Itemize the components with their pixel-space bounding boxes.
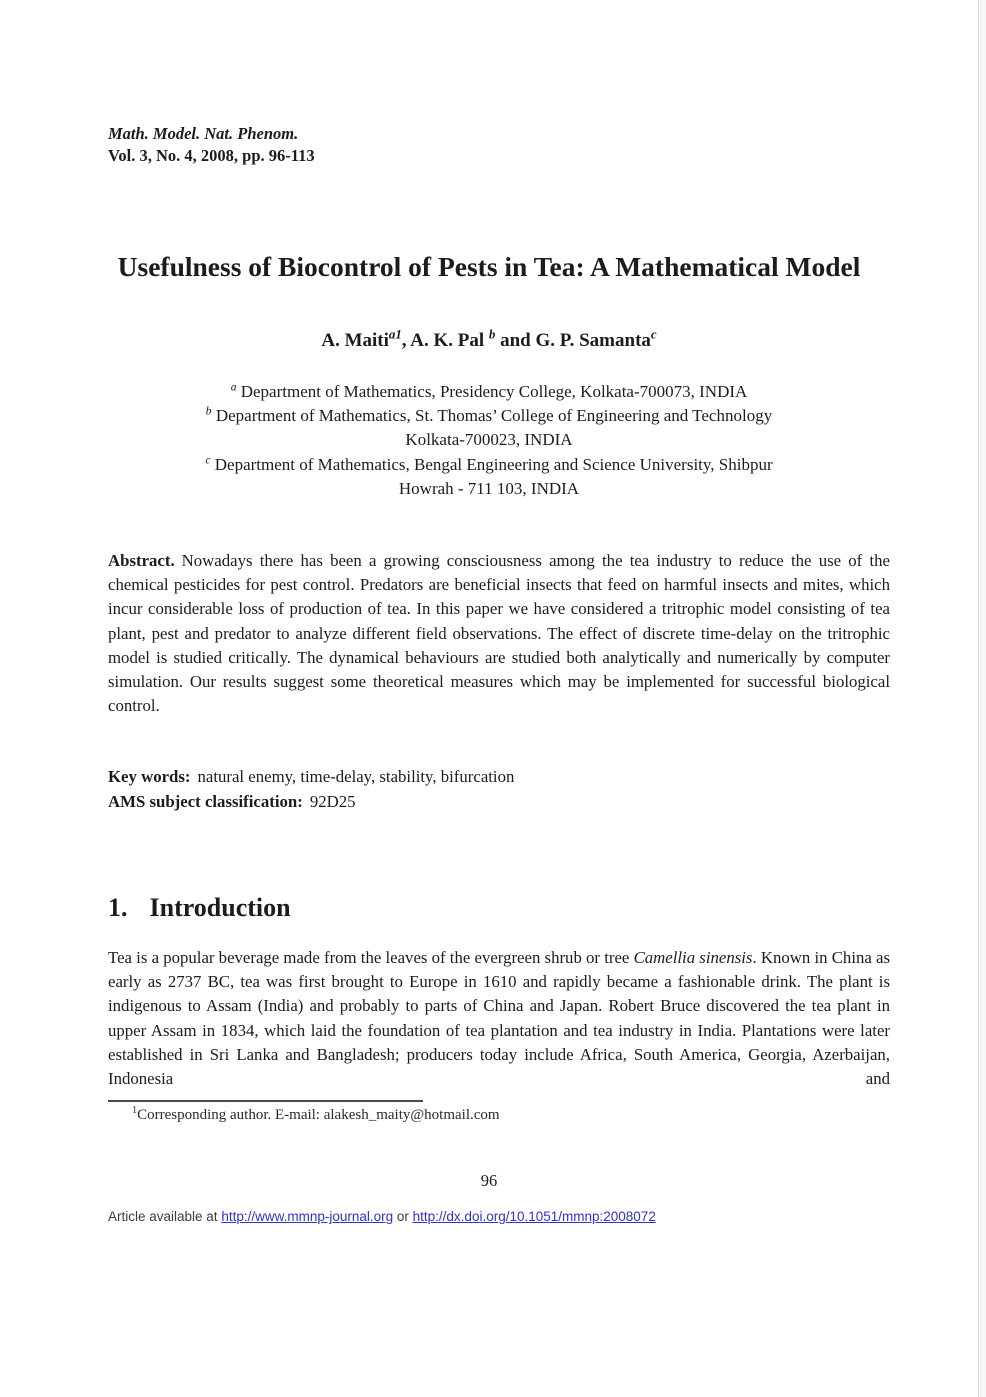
affiliation-line — [0, 380, 978, 404]
ams-line — [108, 789, 890, 814]
keywords-text: natural enemy, time-delay, stability, bifurcation — [197, 767, 515, 786]
author-name: A. Maiti — [321, 330, 389, 351]
section-number: 1. — [108, 893, 128, 922]
doi-link[interactable]: http://dx.doi.org/10.1051/mmnp:2008072 — [412, 1209, 656, 1224]
corresponding-author-footnote — [108, 1107, 828, 1124]
affiliation-line — [0, 453, 978, 477]
authors-line — [0, 326, 978, 352]
species-name-italic: Camellia sinensis — [633, 948, 753, 967]
mmnp-journal-link[interactable]: http://www.mmnp-journal.org — [221, 1209, 394, 1224]
keywords-line — [108, 764, 890, 789]
author-affiliation-superscript: b — [488, 326, 496, 342]
abstract-label: Abstract. — [108, 551, 175, 570]
author-name: , A. K. Pal — [401, 330, 489, 351]
footer-prefix-text: Article available at — [108, 1209, 222, 1224]
page-right-edge — [978, 0, 986, 1397]
affiliation-superscript: a — [230, 380, 237, 394]
affiliation-superscript: b — [205, 404, 212, 418]
affiliation-text: Kolkata-700023, INDIA — [405, 430, 573, 450]
intro-text: Tea is a popular beverage made from the leaves of the evergreen shrub or tree — [108, 948, 634, 967]
footer-middle-text: or — [393, 1209, 413, 1224]
section-heading-introduction — [108, 893, 291, 923]
affiliation-text: Department of Mathematics, Presidency College, Kolkata-700073, INDIA — [240, 382, 748, 401]
abstract-section — [108, 549, 890, 718]
intro-paragraph — [108, 946, 890, 1091]
abstract-text: Nowadays there has been a growing consciousness among the tea industry to reduce the use of the chemical pesticides for pest control. Predators are beneficial insects that feed on harmful insects and mites, which incur considerable loss of production of tea. In this paper we have considered a tritrophic model consisting of tea plant, pest and predator to analyze different field observations. The effect of discrete time-delay on the tritrophic model is studied critically. The dynamical behaviours are studied both analytically and numerically by computer simulation. Our results suggest some theoretical measures which may be implemented for successful biological control. — [108, 551, 890, 716]
intro-text: . Known in China as early as 2737 BC, tea was first brought to Europe in 1610 and rapidly became a fashionable drink. The plant is indigenous to Assam (India) and probably to parts of China and Japan. Robert Bruce discovered the tea plant in upper Assam in 1834, which laid the foundation of tea plantation and tea industry in India. Plantations were later established in Sri Lanka and Bangladesh; producers today include Africa, South America, Georgia, Azerbaijan, Indonesia and — [108, 948, 890, 1089]
footnote-rule — [108, 1100, 423, 1102]
affiliation-superscript: c — [205, 452, 211, 466]
journal-info — [108, 123, 315, 167]
footer-availability — [108, 1209, 656, 1224]
author-affiliation-superscript: c — [650, 326, 657, 342]
affiliation-text: Department of Mathematics, Bengal Engineering and Science University, Shibpur — [214, 454, 773, 474]
affiliations — [0, 380, 978, 501]
affiliation-line — [0, 428, 978, 452]
footnote-text: Corresponding author. E-mail: alakesh_maity@hotmail.com — [137, 1107, 500, 1123]
journal-name: Math. Model. Nat. Phenom. — [108, 124, 299, 143]
keywords-block — [108, 764, 890, 814]
author-affiliation-superscript: a1 — [388, 326, 402, 342]
page-number: 96 — [480, 1171, 498, 1190]
journal-volume: Vol. 3, No. 4, 2008, pp. 96-113 — [108, 146, 315, 165]
affiliation-text: Department of Mathematics, St. Thomas’ College of Engineering and Technology — [215, 406, 773, 426]
section-title: Introduction — [149, 893, 291, 922]
ams-text: 92D25 — [309, 792, 356, 812]
affiliation-line — [0, 477, 978, 501]
footnote-marker: 1 — [132, 1105, 138, 1116]
ams-label: AMS subject classification: — [108, 792, 303, 812]
affiliation-text: Howrah - 711 103, INDIA — [398, 478, 580, 498]
author-name: and G. P. Samanta — [495, 330, 651, 351]
keywords-label: Key words: — [108, 767, 191, 786]
paper-title: Usefulness of Biocontrol of Pests in Tea: A Mathematical Model — [117, 251, 861, 282]
affiliation-line — [0, 404, 978, 428]
